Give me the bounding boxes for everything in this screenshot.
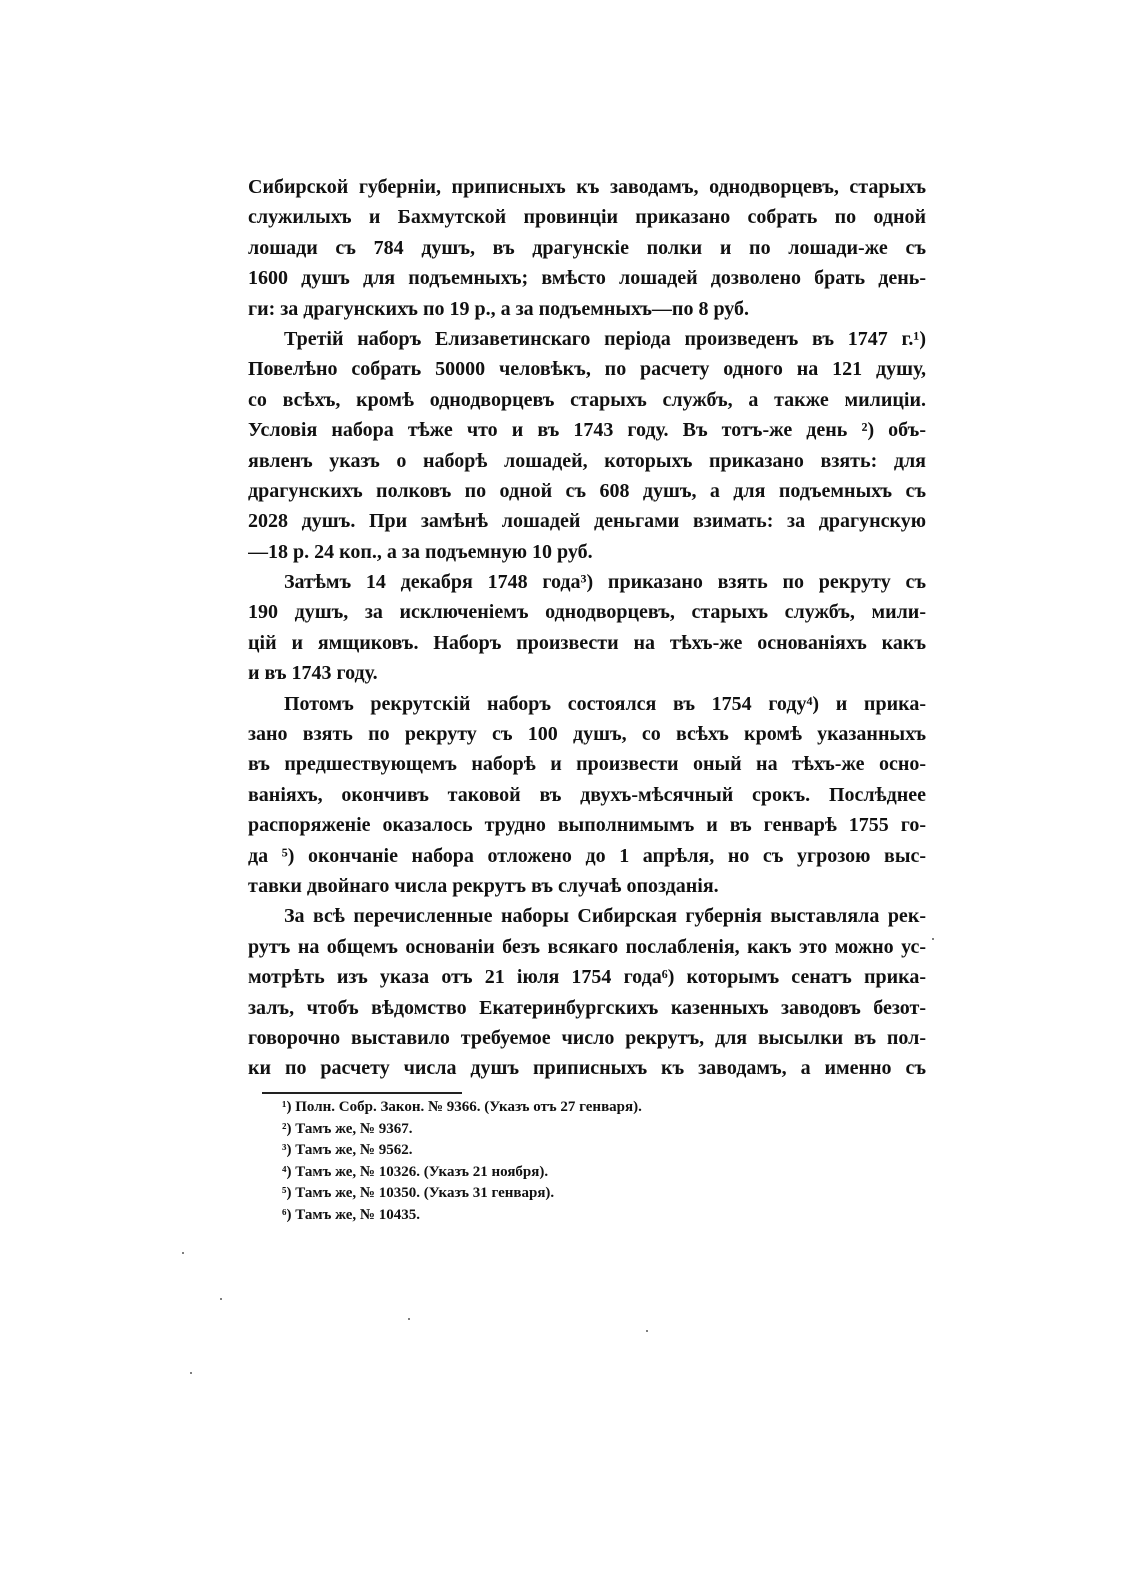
body-line: ги: за драгунскихъ по 19 р., а за подъемныхъ—по 8 руб. <box>248 297 750 320</box>
body-line: 1600 душъ для подъемныхъ; вмѣсто лошадей дозволено брать день- <box>248 267 926 290</box>
body-line: Повелѣно собрать 50000 человѣкъ, по расчету одного на 121 душу, <box>248 358 926 381</box>
footnote-mark: ³) <box>282 1142 292 1159</box>
body-line: Сибирской губерніи, приписныхъ къ заводамъ, однодворцевъ, старыхъ <box>248 176 926 198</box>
body-line: тавки двойнаго числа рекрутъ въ случаѣ опозданія. <box>248 874 719 897</box>
body-line: говорочно выставило требуемое число рекрутъ, для высылки въ пол- <box>248 1026 926 1049</box>
footnote-divider <box>262 1092 462 1094</box>
footnote-text: Тамъ же, № 10435. <box>295 1206 421 1223</box>
body-line: со всѣхъ, кромѣ однодворцевъ старыхъ службъ, а также милиціи. <box>248 388 926 411</box>
footnote-mark: ¹) <box>282 1099 292 1115</box>
footnote-text: Тамъ же, № 10350. (Указъ 31 генваря). <box>295 1185 555 1202</box>
body-line: ки по расчету числа душъ приписныхъ къ заводамъ, а именно съ <box>248 1057 926 1080</box>
scan-speck <box>182 1252 184 1254</box>
scan-speck <box>646 1330 648 1332</box>
body-line: цій и ямщиковъ. Наборъ произвести на тѣхъ-же основаніяхъ какъ <box>248 631 926 654</box>
scan-speck <box>220 1298 222 1300</box>
body-line: да ⁵) окончаніе набора отложено до 1 апрѣля, но съ угрозою выс- <box>248 844 926 867</box>
body-line: За всѣ перечисленные наборы Сибирская губернія выставляла рек- <box>284 905 926 928</box>
body-line: залъ, чтобъ вѣдомство Екатеринбургскихъ казенныхъ заводовъ безот- <box>248 996 926 1019</box>
footnote-text: Тамъ же, № 9562. <box>295 1142 413 1159</box>
body-line: Условія набора тѣже что и въ 1743 году. Въ тотъ-же день ²) объ- <box>248 419 926 442</box>
footnotes <box>282 1097 882 1227</box>
footnote <box>282 1140 882 1162</box>
footnote <box>282 1183 882 1205</box>
scan-speck <box>932 938 934 940</box>
footnote <box>282 1097 882 1119</box>
footnote-mark: ⁵) <box>282 1185 292 1202</box>
footnote-text: Тамъ же, № 10326. (Указъ 21 ноября). <box>295 1163 549 1180</box>
body-line: явленъ указъ о наборѣ лошадей, которыхъ приказано взять: для <box>248 449 926 472</box>
footnote <box>282 1162 882 1184</box>
footnote-mark: ⁶) <box>282 1206 292 1223</box>
body-line: въ предшествующемъ наборѣ и произвести оный на тѣхъ-же осно- <box>248 753 926 776</box>
body-line: ваніяхъ, окончивъ таковой въ двухъ-мѣсячный срокъ. Послѣднее <box>248 783 926 806</box>
footnote-text: Полн. Собр. Закон. № 9366. (Указъ отъ 27 генваря). <box>295 1099 642 1115</box>
footnote-text: Тамъ же, № 9367. <box>295 1120 413 1137</box>
body-line: 190 душъ, за исключеніемъ однодворцевъ, старыхъ службъ, мили- <box>248 601 926 624</box>
body-line: зано взять по рекруту съ 100 душъ, со всѣхъ кромѣ указанныхъ <box>248 723 926 746</box>
scan-speck <box>190 1372 192 1374</box>
body-line: Третій наборъ Елизаветинскаго періода произведенъ въ 1747 г.¹) <box>284 327 926 350</box>
body-line: 2028 душъ. При замѣнѣ лошадей деньгами взимать: за драгунскую <box>248 510 926 533</box>
body-line: распоряженіе оказалось трудно выполнимымъ и въ генварѣ 1755 го- <box>248 814 926 837</box>
body-line: Затѣмъ 14 декабря 1748 года³) приказано взять по рекруту съ <box>284 571 926 594</box>
body-line: служилыхъ и Бахмутской провинціи приказано собрать по одной <box>248 206 926 229</box>
footnote-mark: ⁴) <box>282 1163 292 1180</box>
body-line: рутъ на общемъ основаніи безъ всякаго послабленія, какъ это можно ус- <box>248 935 926 958</box>
body-line: —18 р. 24 коп., а за подъемную 10 руб. <box>248 540 593 563</box>
body-text <box>248 172 926 1084</box>
footnote-mark: ²) <box>282 1120 292 1137</box>
body-line: Потомъ рекрутскій наборъ состоялся въ 1754 году⁴) и прика- <box>284 692 926 715</box>
footnote <box>282 1205 882 1227</box>
body-line: мотрѣть изъ указа отъ 21 іюля 1754 года⁶) которымъ сенатъ прика- <box>248 966 926 989</box>
body-line: и въ 1743 году. <box>248 662 378 685</box>
scan-speck <box>408 1318 410 1320</box>
body-line: драгунскихъ полковъ по одной съ 608 душъ, а для подъемныхъ съ <box>248 479 926 502</box>
footnote <box>282 1119 882 1141</box>
body-line: лошади съ 784 душъ, въ драгунскіе полки и по лошади-же съ <box>248 236 926 259</box>
